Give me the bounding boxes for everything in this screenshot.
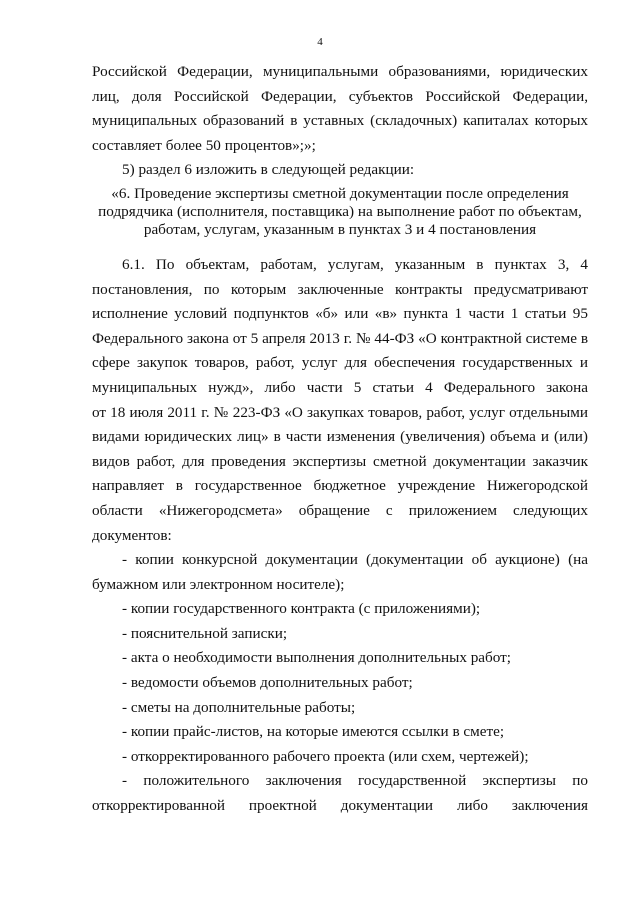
- section-6-heading: [92, 185, 588, 239]
- list-item: [92, 671, 588, 696]
- text-line: - сметы на дополнительные работы;: [122, 698, 356, 716]
- text-line: лиц, доля Российской Федерации, субъектов Российской Федерации,: [92, 87, 588, 105]
- text-line: муниципальных образований в уставных (складочных) капиталах которых: [92, 112, 588, 130]
- text-line: 6.1. По объектам, работам, услугам, указанным в пунктах 3, 4: [122, 255, 588, 273]
- text-line: бумажном или электронном носителе);: [92, 575, 345, 593]
- page-number: 4: [317, 36, 323, 48]
- list-item: [92, 622, 588, 647]
- text-line: видами юридических лиц» в части изменения (увеличения) объема и (или): [92, 428, 588, 446]
- heading-line: работам, услугам, указанным в пунктах 3 и 4 постановления: [143, 220, 537, 238]
- text-line: документов:: [92, 526, 172, 544]
- text-line: сфере закупок товаров, работ, услуг для обеспечения государственных и: [92, 354, 588, 372]
- list-item: [92, 646, 588, 671]
- text-line: - копии конкурсной документации (документации об аукционе) (на: [122, 551, 588, 569]
- text-line: - акта о необходимости выполнения дополнительных работ;: [122, 649, 512, 667]
- text-line: направляет в государственное бюджетное учреждение Нижегородской: [92, 477, 588, 495]
- list-item: [92, 720, 588, 745]
- paragraph-6-1: [92, 253, 588, 548]
- text-line: составляет более 50 процентов»;»;: [92, 136, 316, 154]
- list-item: [92, 548, 588, 597]
- text-line: Федерального закона от 5 апреля 2013 г. № 44-ФЗ «О контрактной системе в: [92, 329, 588, 347]
- text-line: - положительного заключения государственной экспертизы по: [122, 772, 588, 790]
- text-line: видов работ, для проведения экспертизы сметной документации заказчик: [92, 452, 588, 470]
- document-list: [92, 548, 588, 819]
- item-5-paragraph: [92, 158, 588, 183]
- text-line: - копии государственного контракта (с приложениями);: [122, 600, 481, 618]
- text-line: - пояснительной записки;: [122, 624, 288, 642]
- text-line: постановления, по которым заключенные контракты предусматривают: [92, 280, 588, 298]
- text-line: откорректированной проектной документации либо заключения: [92, 797, 588, 815]
- heading-line: подрядчика (исполнителя, поставщика) на выполнение работ по объектам,: [98, 202, 582, 220]
- list-item: [92, 696, 588, 721]
- text-line: Российской Федерации, муниципальными образованиями, юридических: [92, 63, 588, 80]
- text-line: от 18 июля 2011 г. № 223-ФЗ «О закупках товаров, работ, услуг отдельными: [92, 403, 588, 421]
- top-paragraph: [92, 60, 588, 158]
- heading-line: «6. Проведение экспертизы сметной документации после определения: [111, 184, 569, 202]
- text-line: - откорректированного рабочего проекта (или схем, чертежей);: [122, 747, 529, 765]
- text-line: - копии прайс-листов, на которые имеются ссылки в смете;: [122, 723, 505, 741]
- text-line: - ведомости объемов дополнительных работ;: [122, 674, 413, 692]
- text-line: муниципальных нужд», либо части 5 статьи 4 Федерального закона: [92, 378, 588, 396]
- text-line: 5) раздел 6 изложить в следующей редакции:: [122, 161, 415, 179]
- page-content: [92, 60, 588, 819]
- text-line: области «Нижегородсмета» обращение с приложением следующих: [92, 501, 588, 519]
- list-item: [92, 769, 588, 818]
- text-line: исполнение условий подпунктов «б» или «в» пункта 1 части 1 статьи 95: [92, 305, 588, 323]
- list-item: [92, 745, 588, 770]
- list-item: [92, 597, 588, 622]
